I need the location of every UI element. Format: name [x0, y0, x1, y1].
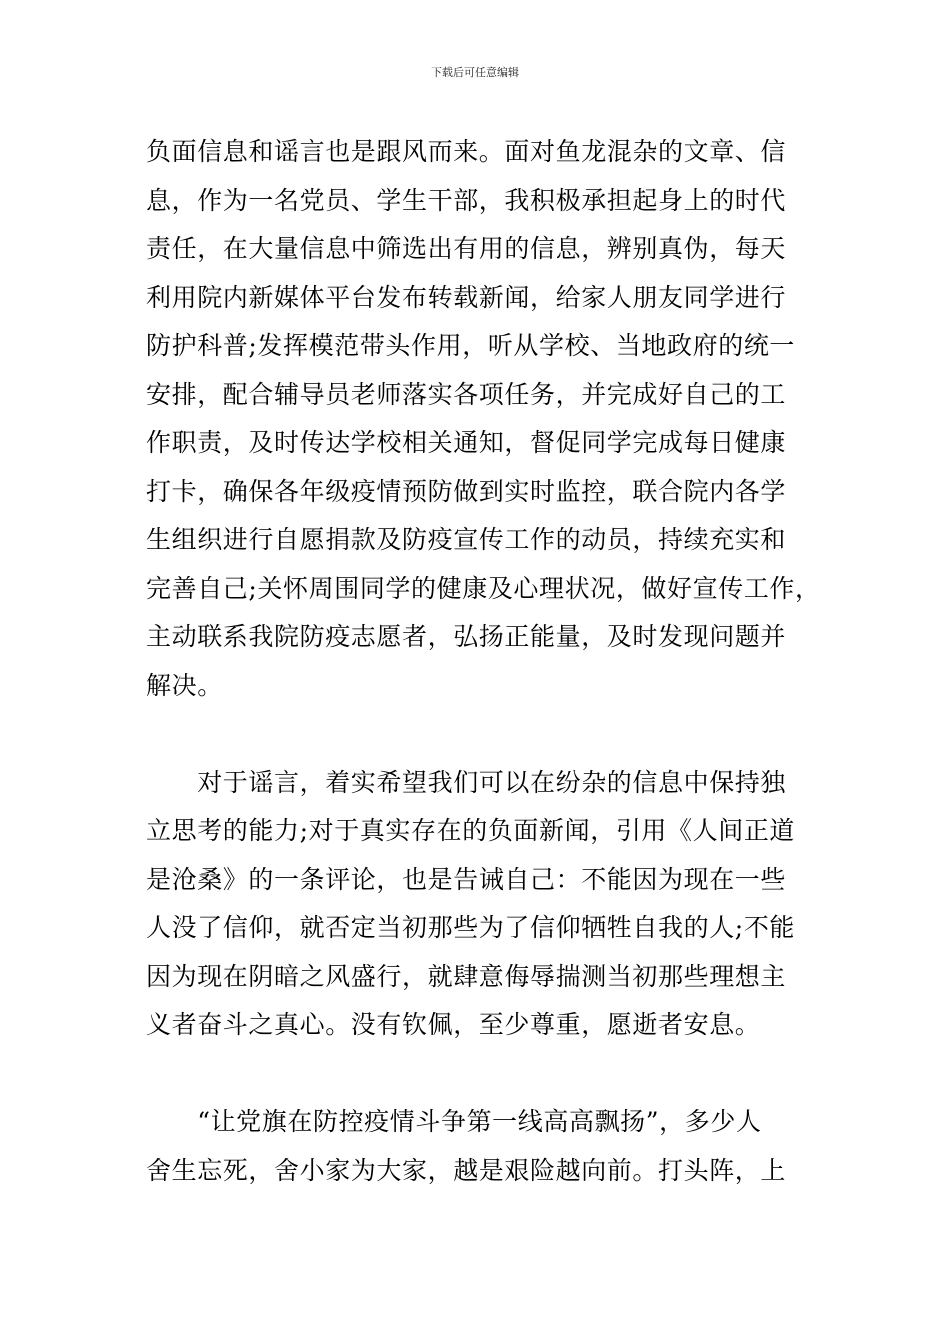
text-line: 主动联系我院防疫志愿者，弘扬正能量，及时发现问题并	[146, 622, 787, 651]
text-line: 立思考的能力;对于真实存在的负面新闻，引用《人间正道	[146, 816, 796, 845]
text-line: 作职责，及时传达学校相关通知，督促同学完成每日健康	[146, 428, 787, 457]
paragraph-spacer	[146, 710, 816, 759]
text-line: 打卡，确保各年级疫情预防做到实时监控，联合院内各学	[146, 476, 787, 506]
paragraph-2	[146, 759, 816, 1050]
text-line: 完善自己;关怀周围同学的健康及心理状况，做好宣传工作，	[146, 573, 821, 603]
paragraph-3	[146, 1098, 816, 1195]
text-line: 安排，配合辅导员老师落实各项任务，并完成好自己的工	[146, 379, 787, 409]
document-body	[146, 128, 821, 1195]
text-line: 息，作为一名党员、学生干部，我积极承担起身上的时代	[146, 185, 787, 215]
text-line: 因为现在阴暗之风盛行，就肆意侮辱揣测当初那些理想主	[146, 961, 787, 991]
text-line: 责任，在大量信息中筛选出有用的信息，辨别真伪，每天	[146, 234, 787, 263]
text-line: “让党旗在防控疫情斗争第一线高高飘扬”，多少人	[146, 1107, 762, 1136]
text-line: 解决。	[146, 670, 223, 700]
text-line: 是沧桑》的一条评论，也是告诫自己：不能因为现在一些	[146, 864, 787, 894]
text-line: 义者奋斗之真心。没有钦佩，至少尊重，愿逝者安息。	[146, 1010, 761, 1039]
text-line: 防护科普;发挥模范带头作用，听从学校、当地政府的统一	[146, 331, 796, 360]
text-line: 舍生忘死，舍小家为大家，越是艰险越向前。打头阵，上	[146, 1155, 787, 1185]
text-line: 人没了信仰，就否定当初那些为了信仰牺牲自我的人;不能	[146, 913, 796, 942]
page-header: 下载后可任意编辑	[431, 66, 519, 79]
paragraph-spacer	[146, 1050, 816, 1099]
text-line: 利用院内新媒体平台发布转载新闻，给家人朋友同学进行	[146, 282, 787, 312]
text-line: 对于谣言，着实希望我们可以在纷杂的信息中保持独	[146, 767, 787, 797]
text-line: 负面信息和谣言也是跟风而来。面对鱼龙混杂的文章、信	[146, 137, 787, 166]
paragraph-1	[146, 128, 821, 710]
text-line: 生组织进行自愿捐款及防疫宣传工作的动员，持续充实和	[146, 525, 787, 554]
